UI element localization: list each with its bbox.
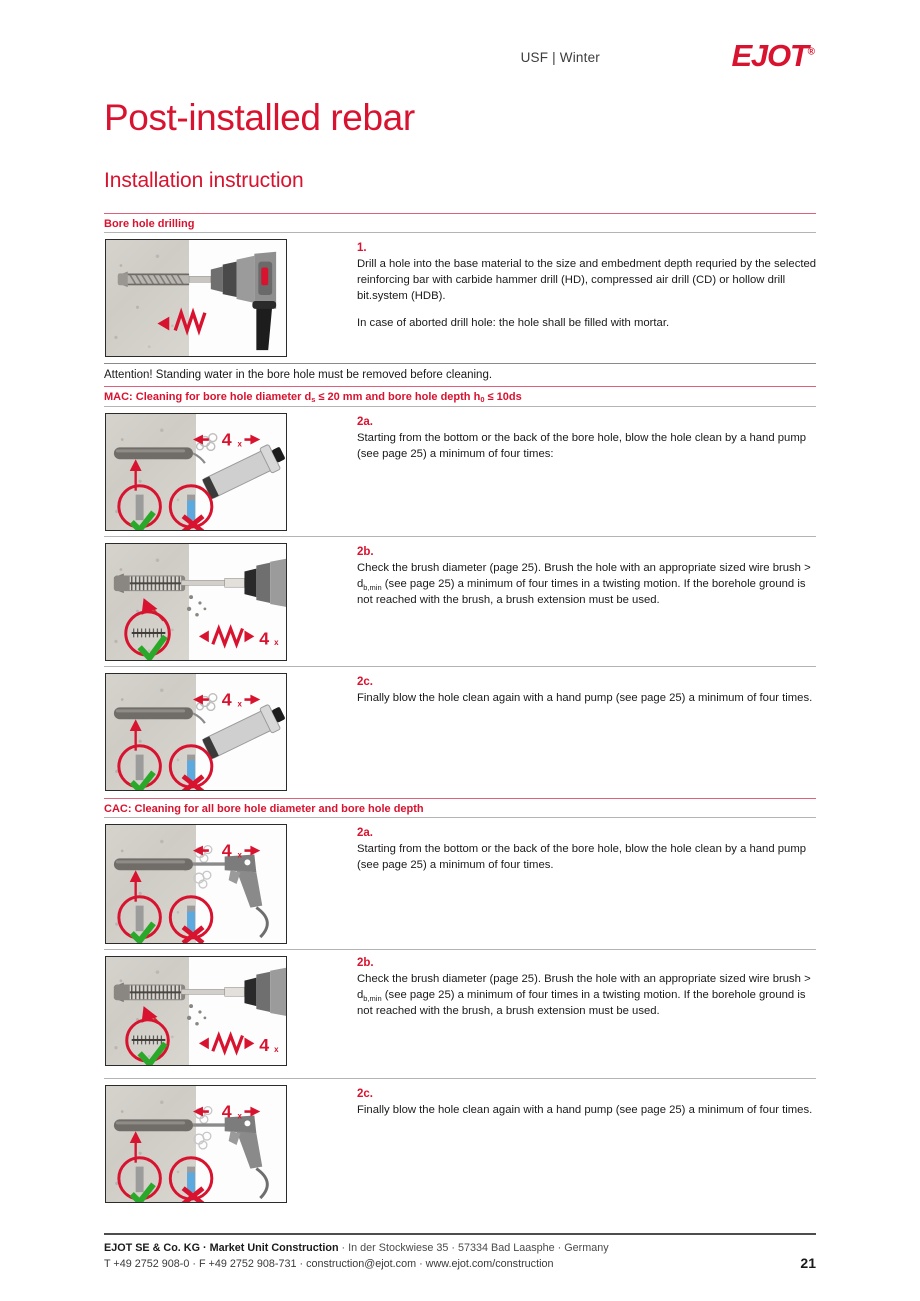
page-title: Post-installed rebar: [104, 97, 415, 138]
svg-text:x: x: [237, 439, 242, 449]
svg-text:x: x: [237, 699, 242, 709]
illustration-drill-into-concrete: [105, 239, 287, 357]
step-paragraph: Finally blow the hole clean again with a hand pump (see page 25) a minimum of four times.: [357, 1104, 813, 1116]
step-paragraphs: [357, 690, 817, 706]
step-paragraph: Starting from the bottom or the back of the bore hole, blow the hole clean by a hand pump (see page 25) a minimum of four times:: [357, 432, 807, 461]
illustration-hand-pump-blowout-mac-2a: [105, 413, 287, 531]
step-text-mac-2c: [357, 676, 817, 706]
brush-text-after: (see page 25) a minimum of four times in a twisting motion. If the borehole ground is not reached with the brush, a brush extension must be used.: [357, 578, 806, 607]
svg-text:x: x: [237, 850, 242, 860]
step-paragraph: Finally blow the hole clean again with a hand pump (see page 25) a minimum of four times.: [357, 692, 813, 704]
section-rule-bottom: [104, 232, 816, 233]
step-text-cac-2a: [357, 827, 817, 873]
brush-text-before: Check the brush diameter (page 25). Brush the hole with an appropriate sized wire brush > d: [357, 973, 811, 1002]
section-heading-cac: CAC: Cleaning for all bore hole diameter and bore hole depth: [104, 803, 424, 815]
svg-text:x: x: [274, 638, 279, 648]
mac-heading-sub-0: 0: [480, 395, 485, 404]
section-rule-cac-top: [104, 798, 816, 799]
step-text-1: [357, 242, 817, 331]
step-paragraph: In case of aborted drill hole: the hole shall be filled with mortar.: [357, 317, 670, 330]
ejot-logo: [731, 40, 815, 71]
section-rule-mac-bottom: [104, 406, 816, 407]
hand-pump-illustration-graphic: [106, 674, 286, 790]
logo-wordmark: EJOT: [731, 38, 808, 73]
step-number: 2c.: [357, 1088, 373, 1100]
step-number: 2a.: [357, 416, 373, 428]
page-number: 21: [800, 1255, 816, 1271]
row-divider: [104, 1078, 816, 1079]
mac-heading-part1: MAC: Cleaning for bore hole diameter d: [104, 391, 312, 403]
section-heading-drilling: Bore hole drilling: [104, 218, 195, 230]
illustration-air-gun-cac-2a: [105, 824, 287, 944]
svg-text:4: 4: [221, 840, 232, 861]
registered-mark-icon: ®: [807, 46, 815, 58]
wire-brush-illustration-graphic: [106, 544, 286, 660]
hand-pump-illustration-graphic: [106, 414, 286, 530]
step-paragraph: Drill a hole into the base material to the size and embedment depth requried by the selected reinforcing bar with carbide hammer drill (HD), compressed air drill (CD) or hollow drill bit.system (HDB).: [357, 258, 817, 303]
brush-diameter-subscript: b,min: [363, 993, 382, 1003]
svg-text:4: 4: [221, 429, 232, 450]
illustration-wire-brush-cac-2b: [105, 956, 287, 1066]
footer-rule: [104, 1233, 816, 1235]
footer-company-line: [104, 1242, 816, 1254]
footer-company-name: EJOT SE & Co. KG · Market Unit Construction: [104, 1242, 339, 1254]
step-number: 2b.: [357, 957, 374, 969]
svg-text:4: 4: [221, 1101, 232, 1122]
section-rule-mac-top: [104, 386, 816, 387]
breadcrumb: USF | Winter: [520, 50, 600, 65]
wire-brush-illustration-graphic: [106, 957, 286, 1065]
svg-text:4: 4: [221, 689, 232, 710]
step-paragraph: Starting from the bottom or the back of the bore hole, blow the hole clean by a hand pump (see page 25) a minimum of four times.: [357, 843, 807, 872]
section-heading-mac: [104, 391, 522, 403]
footer-contact-line: T +49 2752 908-0 · F +49 2752 908-731 · construction@ejot.com · www.ejot.com/construction: [104, 1258, 554, 1270]
air-gun-illustration-graphic: [106, 1086, 286, 1202]
step-number: 2b.: [357, 546, 374, 558]
step-paragraph: [357, 560, 817, 608]
row-divider: [104, 666, 816, 667]
step-paragraph: [357, 971, 817, 1019]
illustration-air-gun-cac-2c: [105, 1085, 287, 1203]
step-paragraphs: [357, 256, 817, 331]
step-text-mac-2b: [357, 546, 817, 608]
page-footer: [104, 1242, 816, 1270]
brush-text-after: (see page 25) a minimum of four times in a twisting motion. If the borehole ground is not reached with the brush, a brush extension must be used.: [357, 989, 806, 1018]
illustration-hand-pump-blowout-mac-2c: [105, 673, 287, 791]
step-paragraphs: [357, 560, 817, 608]
step-number: 1.: [357, 242, 367, 254]
step-text-cac-2b: [357, 957, 817, 1019]
brush-text-before: Check the brush diameter (page 25). Brush the hole with an appropriate sized wire brush > d: [357, 562, 811, 591]
footer-address: · In der Stockwiese 35 · 57334 Bad Laasphe · Germany: [338, 1242, 609, 1254]
section-rule-top: [104, 213, 816, 214]
mac-heading-sub-s: s: [311, 395, 316, 404]
mac-heading-part2: ≤ 20 mm and bore hole depth h: [315, 391, 481, 403]
brush-diameter-subscript: b,min: [363, 582, 382, 592]
step-paragraphs: [357, 971, 817, 1019]
attention-rule-top: [104, 363, 816, 364]
step-paragraphs: [357, 841, 817, 873]
step-paragraphs: [357, 1102, 817, 1118]
step-number: 2c.: [357, 676, 373, 688]
svg-text:x: x: [237, 1111, 242, 1121]
svg-text:x: x: [274, 1045, 279, 1055]
illustration-wire-brush-mac-2b: [105, 543, 287, 661]
step-number: 2a.: [357, 827, 373, 839]
svg-text:4: 4: [259, 1035, 270, 1056]
step-text-mac-2a: [357, 416, 817, 462]
page-subtitle: Installation instruction: [104, 169, 304, 192]
section-rule-cac-bottom: [104, 817, 816, 818]
page-header: [105, 40, 815, 80]
svg-text:4: 4: [259, 628, 270, 649]
row-divider: [104, 536, 816, 537]
air-gun-illustration-graphic: [106, 825, 286, 943]
attention-note: Attention! Standing water in the bore hole must be removed before cleaning.: [104, 369, 493, 381]
step-text-cac-2c: [357, 1088, 817, 1118]
step-paragraphs: [357, 430, 817, 462]
mac-heading-part3: ≤ 10ds: [484, 391, 522, 403]
row-divider: [104, 949, 816, 950]
drill-illustration-graphic: [106, 240, 286, 356]
